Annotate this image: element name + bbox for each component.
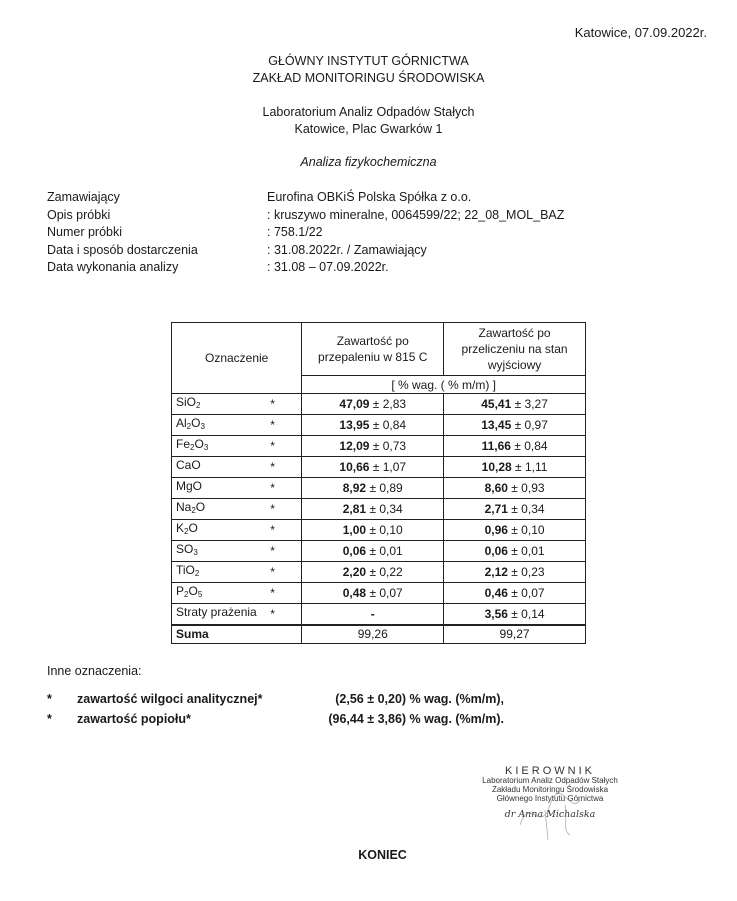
- asterisk-mark: *: [266, 562, 302, 583]
- info-value: : 758.1/22: [267, 225, 323, 239]
- value-initial-state: 8,60 ± 0,93: [444, 478, 586, 499]
- other-item-label: zawartość popiołu*: [77, 712, 191, 726]
- sum-initial-state: 99,27: [444, 625, 586, 643]
- value-after-ignition: 0,06 ± 0,01: [302, 541, 444, 562]
- value-after-ignition: -: [302, 604, 444, 626]
- value-initial-state: 0,06 ± 0,01: [444, 541, 586, 562]
- laboratory-address: Katowice, Plac Gwarków 1: [294, 122, 443, 136]
- header-col-initial-state: Zawartość po przeliczeniu na stan wyjściowy: [444, 323, 586, 376]
- value-initial-state: 0,46 ± 0,07: [444, 583, 586, 604]
- table-row: [172, 541, 586, 562]
- asterisk-mark: *: [266, 604, 302, 626]
- asterisk-mark: *: [266, 415, 302, 436]
- table-row: [172, 583, 586, 604]
- value-after-ignition: 10,66 ± 1,07: [302, 457, 444, 478]
- sum-after-ignition: 99,26: [302, 625, 444, 643]
- department-name: ZAKŁAD MONITORINGU ŚRODOWISKA: [252, 71, 485, 85]
- asterisk-mark: *: [266, 520, 302, 541]
- header-designation: Oznaczenie: [172, 323, 302, 394]
- asterisk-mark: *: [266, 583, 302, 604]
- stamp-line: Laboratorium Analiz Odpadów Stałych: [482, 776, 618, 785]
- document-title: Analiza fizykochemiczna: [300, 155, 437, 169]
- info-value: : 31.08 – 07.09.2022r.: [267, 260, 389, 274]
- other-item-moisture: [47, 692, 504, 706]
- header-col-after-ignition: Zawartość po przepaleniu w 815 C: [302, 323, 444, 376]
- stamp-title: KIEROWNIK: [505, 765, 595, 777]
- value-after-ignition: 8,92 ± 0,89: [302, 478, 444, 499]
- laboratory-header: [0, 104, 737, 138]
- place-date: Katowice, 07.09.2022r.: [574, 25, 707, 40]
- institution-header: [0, 53, 737, 87]
- asterisk-mark: *: [266, 499, 302, 520]
- value-initial-state: 0,96 ± 0,10: [444, 520, 586, 541]
- table-row: [172, 499, 586, 520]
- table-row: [172, 478, 586, 499]
- asterisk-mark: *: [266, 457, 302, 478]
- compound-name: $K_2O$: [172, 520, 267, 541]
- value-initial-state: 10,28 ± 1,11: [444, 457, 586, 478]
- table-row: [172, 415, 586, 436]
- value-after-ignition: 2,20 ± 0,22: [302, 562, 444, 583]
- asterisk-mark: *: [266, 394, 302, 415]
- other-item-value: (2,56 ± 0,20) % wag. (%m/m),: [335, 692, 504, 706]
- info-row-sample-number: [47, 224, 564, 242]
- table-row: [172, 436, 586, 457]
- info-value: : kruszywo mineralne, 0064599/22; 22_08_MOL_BAZ: [267, 207, 565, 222]
- table-sum-row: [172, 625, 586, 643]
- stamp-line: Zakładu Monitoringu Środowiska: [491, 785, 609, 794]
- asterisk-mark: *: [47, 692, 52, 706]
- compound-name: $SO_3$: [172, 541, 267, 562]
- value-initial-state: 3,56 ± 0,14: [444, 604, 586, 626]
- compound-name: $Na_2O$: [172, 499, 267, 520]
- table-row: [172, 457, 586, 478]
- info-row-description: [47, 207, 564, 225]
- other-item-value: (96,44 ± 3,86) % wag. (%m/m).: [328, 712, 504, 726]
- compound-name: MgO: [172, 478, 267, 499]
- asterisk-mark: *: [47, 712, 52, 726]
- info-label: Opis próbki: [47, 207, 111, 222]
- compound-name: SiO$_2$: [172, 394, 267, 415]
- info-value: : 31.08.2022r. / Zamawiający: [267, 242, 427, 257]
- laboratory-name: Laboratorium Analiz Odpadów Stałych: [262, 105, 475, 119]
- compound-name: Straty prażenia: [172, 604, 267, 626]
- other-determinations-heading: Inne oznaczenia:: [47, 664, 142, 678]
- asterisk-mark: *: [266, 436, 302, 457]
- table-row: [172, 394, 586, 415]
- value-after-ignition: 47,09 ± 2,83: [302, 394, 444, 415]
- info-label: Data i sposób dostarczenia: [47, 242, 198, 257]
- compound-name: $P_2O_5$: [172, 583, 267, 604]
- compound-name: $Al_2O_3$: [172, 415, 267, 436]
- results-table: [171, 322, 586, 644]
- table-header-row: [172, 323, 586, 376]
- handwritten-signature: [510, 785, 600, 845]
- stamp-line: Głównego Instytutu Górnictwa: [496, 794, 604, 803]
- value-after-ignition: 13,95 ± 0,84: [302, 415, 444, 436]
- value-after-ignition: 2,81 ± 0,34: [302, 499, 444, 520]
- sample-info: [47, 189, 564, 277]
- value-after-ignition: 12,09 ± 0,73: [302, 436, 444, 457]
- value-initial-state: 45,41 ± 3,27: [444, 394, 586, 415]
- compound-name: $Fe_2O_3$: [172, 436, 267, 457]
- value-initial-state: 13,45 ± 0,97: [444, 415, 586, 436]
- info-row-delivery: [47, 242, 564, 260]
- asterisk-mark: *: [266, 478, 302, 499]
- info-row-client: [47, 189, 564, 207]
- compound-name: TiO$_2$: [172, 562, 267, 583]
- institution-name: GŁÓWNY INSTYTUT GÓRNICTWA: [268, 54, 469, 68]
- info-label: Data wykonania analizy: [47, 260, 179, 274]
- value-after-ignition: 0,48 ± 0,07: [302, 583, 444, 604]
- document-end: KONIEC: [358, 848, 407, 862]
- info-row-analysis-date: [47, 259, 564, 277]
- stamp-signatory-name: dr Anna Michalska: [504, 809, 596, 820]
- table-row: [172, 604, 586, 626]
- table-row: [172, 562, 586, 583]
- value-initial-state: 2,71 ± 0,34: [444, 499, 586, 520]
- compound-name: CaO: [172, 457, 267, 478]
- info-value: Eurofina OBKiŚ Polska Spółka z o.o.: [267, 190, 472, 204]
- header-unit: [ % wag. ( % m/m) ]: [302, 376, 586, 394]
- other-item-label: zawartość wilgoci analitycznej*: [77, 692, 263, 706]
- info-label: Zamawiający: [47, 190, 120, 204]
- asterisk-mark: *: [266, 541, 302, 562]
- sum-label: Suma: [172, 625, 302, 643]
- info-label: Numer próbki: [47, 225, 123, 239]
- value-after-ignition: 1,00 ± 0,10: [302, 520, 444, 541]
- value-initial-state: 2,12 ± 0,23: [444, 562, 586, 583]
- table-row: [172, 520, 586, 541]
- other-item-ash: [47, 712, 504, 726]
- value-initial-state: 11,66 ± 0,84: [444, 436, 586, 457]
